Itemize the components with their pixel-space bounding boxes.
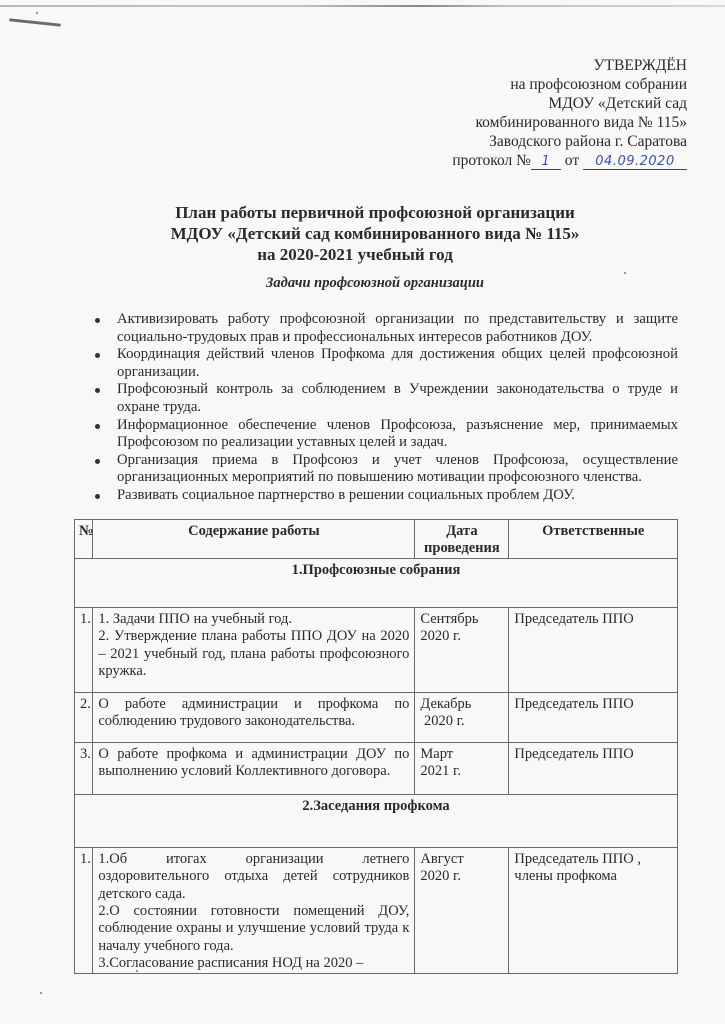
date-line: Декабрь [420, 695, 472, 712]
scan-speck [40, 992, 42, 994]
table-row [75, 607, 678, 692]
row-no: 3. [75, 742, 93, 794]
responsible-line: Председатель ППО [514, 695, 634, 712]
header-no: № [75, 520, 93, 559]
date-line: Сентябрь [420, 610, 479, 627]
content-line: 3.Согласование расписания НОД на 2020 – [98, 955, 364, 972]
row-responsible [509, 847, 678, 973]
date-line: Август [420, 850, 464, 867]
responsible-line: Председатель ППО [514, 745, 634, 762]
date-line: 2020 г. [420, 868, 461, 885]
row-date [415, 607, 509, 692]
work-plan-table [74, 519, 678, 974]
row-responsible [509, 692, 678, 742]
section-row [75, 558, 678, 607]
row-no: 2. [75, 692, 93, 742]
scan-speck [624, 272, 626, 274]
header-responsible: Ответственные [509, 520, 678, 559]
tasks-list [90, 311, 678, 505]
row-responsible [509, 742, 678, 794]
task-item: Профсоюзный контроль за соблюдением в Учреждении законодательства о труде и охране труда. [90, 381, 678, 416]
table-row [75, 692, 678, 742]
row-content [93, 692, 415, 742]
content-line: 2.О состоянии готовности помещений ДОУ, соблюдение охраны и улучшение условий труда к началу учебного года. [98, 903, 410, 954]
responsible-line: Председатель ППО , [514, 850, 641, 867]
date-line: Март [420, 745, 454, 762]
content-line: 1. Задачи ППО на учебный год. [98, 610, 292, 627]
date-line: 2020 г. [420, 628, 461, 645]
table-row [75, 742, 678, 794]
task-item: Развивать социальное партнерство в решении социальных проблем ДОУ. [90, 487, 678, 505]
content-line: 1.Об итогах организации летнего оздоровительного отдыха детей сотрудников детского сада. [98, 850, 410, 902]
row-no: 1. [75, 847, 93, 973]
date-line: 2021 г. [420, 763, 461, 780]
header-date: Дата проведения [415, 520, 509, 559]
row-content [93, 742, 415, 794]
row-no: 1. [75, 607, 93, 692]
row-date [415, 692, 509, 742]
content-line: О работе профкома и администрации ДОУ по выполнению условий Коллективного договора. [98, 745, 410, 780]
row-content [93, 847, 415, 973]
protocol-number: 1 [531, 154, 561, 170]
title-line: МДОУ «Детский сад комбинированного вида № 115» [170, 224, 580, 243]
document-title [150, 202, 600, 265]
task-item: Информационное обеспечение членов Профсоюза, разъяснение мер, принимаемых Профсоюзом по реализации уставных целей и задач. [90, 417, 678, 452]
task-item: Организация приема в Профсоюз и учет членов Профсоюза, осуществление организационных мероприятий по повышению мотивации профсоюзного членства. [90, 452, 678, 487]
scan-edge-line [0, 5, 725, 7]
content-line: О работе администрации и профкома по соблюдению трудового законодательства. [98, 695, 410, 730]
task-item: Координация действий членов Профкома для достижения общих целей профсоюзной организации. [90, 346, 678, 381]
scan-speck [36, 12, 38, 14]
approval-line: комбинированного вида № 115» [475, 114, 687, 131]
protocol-label: протокол № [452, 152, 531, 169]
header-content: Содержание работы [93, 520, 415, 559]
content-line: 2. Утверждение плана работы ППО ДОУ на 2020 – 2021 учебный год, плана работы профсоюзного кружка. [98, 628, 410, 680]
section-title: 1.Профсоюзные собрания [75, 558, 678, 607]
scan-pen-mark [9, 18, 61, 26]
protocol-line [387, 151, 687, 170]
tasks-heading: Задачи профсоюзной организации [266, 275, 484, 291]
table-row [75, 847, 678, 973]
row-date [415, 742, 509, 794]
approval-line: МДОУ «Детский сад [548, 95, 687, 112]
task-item: Активизировать работу профсоюзной организации по представительству и защите социально-трудовых прав и профессиональных интересов работников ДОУ. [90, 311, 678, 346]
row-content [93, 607, 415, 692]
table-header-row [75, 520, 678, 559]
title-line: на 2020-2021 учебный год [257, 245, 453, 264]
row-date [415, 847, 509, 973]
date-label: от [564, 152, 580, 169]
protocol-date: 04.09.2020 [583, 154, 687, 170]
section-row [75, 794, 678, 847]
responsible-line: Председатель ППО [514, 610, 634, 627]
section-title: 2.Заседания профкома [75, 794, 678, 847]
title-line: План работы первичной профсоюзной организации [175, 203, 575, 222]
date-line: 2020 г. [420, 713, 465, 730]
approval-line: на профсоюзном собрании [510, 76, 687, 93]
approval-line: Заводского района г. Саратова [489, 133, 687, 150]
approval-stamp-block [387, 56, 687, 170]
approval-heading: УТВЕРЖДЁН [593, 57, 687, 74]
responsible-line: члены профкома [514, 868, 617, 885]
row-responsible [509, 607, 678, 692]
